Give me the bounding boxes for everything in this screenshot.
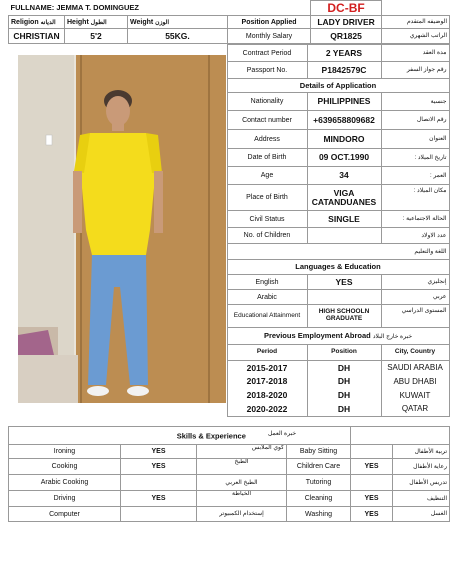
employment-period: 2017-2018 <box>227 375 307 389</box>
height-value: 5'2 <box>65 29 128 44</box>
skill-row <box>9 475 450 491</box>
english-label: English <box>227 275 307 290</box>
employment-period: 2018-2020 <box>227 389 307 403</box>
passport-label: Passport No. <box>227 62 307 79</box>
skill-arabic-cooking-ar: الطبخ العربي <box>197 475 287 491</box>
employment-period: 2020-2022 <box>227 403 307 417</box>
skill-row <box>9 491 450 507</box>
fullname-value: JEMMA T. DOMINGUEZ <box>56 3 139 12</box>
skill-computer-value <box>121 507 197 522</box>
contact-label-ar: رقم الاتصال <box>381 111 449 130</box>
salary-value: QR1825 <box>311 29 382 44</box>
arabic-label-ar: عربي <box>381 290 449 305</box>
skill-row <box>9 459 450 475</box>
skill-babysitting-ar: تربية الأطفال <box>393 445 450 459</box>
details-table <box>8 44 450 417</box>
position-label-ar: الوضيفه المتقدم <box>382 16 450 29</box>
skill-driving-label: Driving <box>9 491 121 507</box>
fullname-cell <box>9 1 311 16</box>
employment-position: DH <box>307 403 381 417</box>
skill-washing-ar: الغسل <box>393 507 450 522</box>
skill-tutoring-value <box>351 475 393 491</box>
age-label: Age <box>227 167 307 185</box>
arabic-value <box>307 290 381 305</box>
position-label: Position Applied <box>228 16 311 29</box>
employment-place: KUWAIT <box>381 389 449 403</box>
skill-cleaning-label: Cleaning <box>287 491 351 507</box>
skill-tutoring-label: Tutoring <box>287 475 351 491</box>
skill-row <box>9 445 450 459</box>
application-form <box>8 0 449 578</box>
skill-cooking-ar: الطبخ <box>197 459 287 475</box>
height-label: Height <box>67 18 89 26</box>
country-header: City, Country <box>381 345 449 361</box>
employment-period: 2015-2017 <box>227 361 307 375</box>
nationality-label-ar: جنسية <box>381 93 449 111</box>
address-value: MINDORO <box>307 130 381 149</box>
employment-position: DH <box>307 375 381 389</box>
religion-label: Religion <box>11 18 39 26</box>
skill-cleaning-ar: التنظيف <box>393 491 450 507</box>
skill-cooking-value: YES <box>121 459 197 475</box>
birthplace-value: VIGA CATANDUANES <box>307 185 381 211</box>
skill-computer-ar: إستخدام الكمبيوتر <box>197 507 287 522</box>
birthplace-label-ar: مكان الميلاد : <box>381 185 449 211</box>
skill-cleaning-value: YES <box>351 491 393 507</box>
skill-tutoring-ar: تدريس الأطفال <box>393 475 450 491</box>
skill-computer-label: Computer <box>9 507 121 522</box>
skill-row <box>9 507 450 522</box>
contract-label-ar: مدة العقد <box>381 45 449 62</box>
skill-driving-ar: الخياطة <box>197 491 287 507</box>
employment-place: ABU DHABI <box>381 375 449 389</box>
birthdate-label: Date of Birth <box>227 149 307 167</box>
address-label: Address <box>227 130 307 149</box>
education-value: HIGH SCHOOLN GRADUATE <box>307 305 381 328</box>
age-label-ar: العمر : <box>381 167 449 185</box>
skill-childcare-ar: رعاية الأطفال <box>393 459 450 475</box>
english-label-ar: إنجليزي <box>381 275 449 290</box>
skills-title: Skills & Experience <box>176 431 246 441</box>
header-table <box>8 0 450 44</box>
salary-label: Monthly Salary <box>228 29 311 44</box>
nationality-label: Nationality <box>227 93 307 111</box>
employment-title-cell <box>227 328 449 345</box>
skill-babysitting-label: Baby Sitting <box>287 445 351 459</box>
skill-childcare-value: YES <box>351 459 393 475</box>
employment-title: Previous Employment Abroad <box>263 331 371 340</box>
employment-place: SAUDI ARABIA <box>381 361 449 375</box>
skills-table <box>8 426 450 522</box>
reference-code: DC-BF <box>311 1 382 16</box>
children-label: No. of Children <box>227 228 307 244</box>
address-label-ar: العنوان <box>381 130 449 149</box>
birthdate-label-ar: تاريخ الميلاد : <box>381 149 449 167</box>
contract-value: 2 YEARS <box>307 45 381 62</box>
religion-value: CHRISTIAN <box>9 29 65 44</box>
period-header: Period <box>227 345 307 361</box>
employment-position: DH <box>307 361 381 375</box>
skill-childcare-label: Children Care <box>287 459 351 475</box>
skills-title-cell <box>9 427 351 445</box>
salary-label-ar: الراتب الشهري <box>382 29 450 44</box>
children-value <box>307 228 381 244</box>
education-label-ar: المستوى الدراسي <box>381 305 449 328</box>
passport-value: P1842579C <box>307 62 381 79</box>
contract-label: Contract Period <box>227 45 307 62</box>
religion-label-ar: الديانه <box>40 19 56 26</box>
skill-washing-value: YES <box>351 507 393 522</box>
weight-label: Weight <box>130 18 154 26</box>
education-label: Educational Attainment <box>227 305 307 328</box>
age-value: 34 <box>307 167 381 185</box>
english-value: YES <box>307 275 381 290</box>
height-label-ar: الطول <box>90 19 107 26</box>
civil-status-value: SINGLE <box>307 211 381 228</box>
skill-ironing-ar: كوي الملابس <box>197 445 287 459</box>
employment-title-ar: خبرة خارج البلاد <box>372 334 413 340</box>
civil-status-label-ar: الحالة الاجتماعية : <box>381 211 449 228</box>
skill-driving-value: YES <box>121 491 197 507</box>
contact-value: +639658809682 <box>307 111 381 130</box>
skill-arabic-cooking-value <box>121 475 197 491</box>
employment-place: QATAR <box>381 403 449 417</box>
birthdate-value: 09 OCT.1990 <box>307 149 381 167</box>
contact-label: Contact number <box>227 111 307 130</box>
skill-arabic-cooking-label: Arabic Cooking <box>9 475 121 491</box>
skill-babysitting-value <box>351 445 393 459</box>
position-value: LADY DRIVER <box>311 16 382 29</box>
passport-label-ar: رقم جواز السفر <box>381 62 449 79</box>
skill-washing-label: Washing <box>287 507 351 522</box>
position-header: Position <box>307 345 381 361</box>
skill-ironing-value: YES <box>121 445 197 459</box>
skill-cooking-label: Cooking <box>9 459 121 475</box>
civil-status-label: Civil Status <box>227 211 307 228</box>
nationality-value: PHILIPPINES <box>307 93 381 111</box>
languages-title: Languages & Education <box>227 260 449 275</box>
details-title: Details of Application <box>227 79 449 93</box>
weight-value: 55KG. <box>128 29 228 44</box>
arabic-label: Arabic <box>227 290 307 305</box>
birthplace-label: Place of Birth <box>227 185 307 211</box>
children-label-ar: عدد الاولاد <box>381 228 449 244</box>
fullname-label: FULLNAME: <box>10 3 55 12</box>
skill-ironing-label: Ironing <box>9 445 121 459</box>
weight-label-ar: الوزن <box>155 19 170 26</box>
languages-title-ar: اللغة والتعليم <box>227 244 449 260</box>
skills-title-ar: خبرة العمل <box>267 431 297 437</box>
employment-position: DH <box>307 389 381 403</box>
